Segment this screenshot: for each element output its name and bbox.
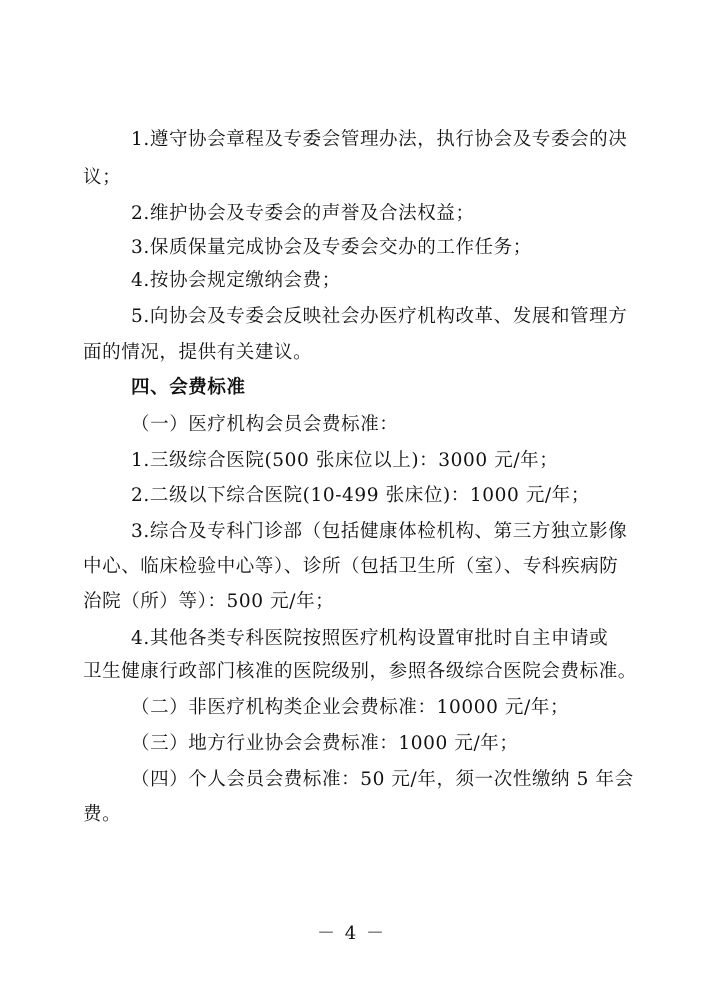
- paragraph-line: 5.向协会及专委会反映社会办医疗机构改革、发展和管理方: [131, 306, 628, 327]
- paragraph-line: （二）非医疗机构类企业会费标准：10000 元/年；: [131, 697, 570, 718]
- paragraph-line: 中心、临床检验中心等）、诊所（包括卫生所（室）、专科疾病防: [83, 556, 619, 577]
- paragraph-line: 1.三级综合医院(500 张床位以上)：3000 元/年；: [131, 450, 559, 471]
- paragraph-line: 1.遵守协会章程及专委会管理办法，执行协会及专委会的决: [131, 129, 628, 150]
- paragraph-line: 面的情况，提供有关建议。: [83, 342, 313, 363]
- paragraph-line: （四）个人会员会费标准：50 元/年，须一次性缴纳 5 年会: [131, 769, 634, 790]
- paragraph-line: 3.保质保量完成协会及专委会交办的工作任务；: [131, 237, 532, 258]
- page-number: － 4 －: [317, 923, 386, 944]
- paragraph-line: （三）地方行业协会会费标准：1000 元/年；: [131, 733, 519, 754]
- paragraph-line: 4.按协会规定缴纳会费；: [131, 270, 341, 291]
- paragraph-line: 费。: [83, 804, 122, 825]
- paragraph-line: 4.其他各类专科医院按照医疗机构设置审批时自主申请或: [131, 628, 609, 649]
- paragraph-line: 3.综合及专科门诊部（包括健康体检机构、第三方独立影像: [131, 521, 628, 542]
- section-heading: 四、会费标准: [131, 377, 246, 398]
- paragraph-line: 议；: [83, 167, 122, 188]
- paragraph-line: 卫生健康行政部门核准的医院级别，参照各级综合医院会费标准。: [83, 661, 637, 682]
- paragraph-line: 治院（所）等）：500 元/年；: [83, 591, 335, 612]
- paragraph-line: （一）医疗机构会员会费标准：: [131, 414, 399, 435]
- paragraph-line: 2.二级以下综合医院(10-499 张床位)：1000 元/年；: [131, 485, 590, 506]
- paragraph-line: 2.维护协会及专委会的声誉及合法权益；: [131, 203, 475, 224]
